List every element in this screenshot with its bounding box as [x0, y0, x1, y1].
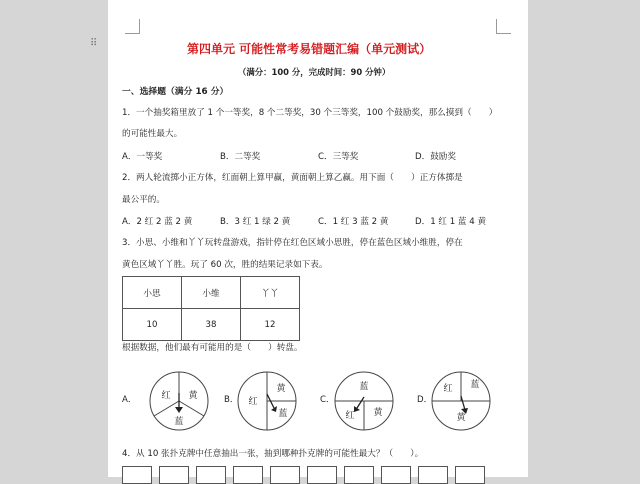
q3-text: 3．小思、小维和丫丫玩转盘游戏，指针停在红色区域小思胜，停在蓝色区域小维胜，停在	[122, 238, 463, 248]
spinner-c	[333, 370, 395, 432]
spinner-a-label: 蓝	[174, 417, 184, 427]
table-cell: 10	[123, 309, 182, 341]
playing-card	[270, 466, 300, 484]
q2-option-a: A．2 红 2 蓝 2 黄	[122, 217, 193, 227]
section-heading: 一、选择题（满分 16 分）	[122, 87, 229, 97]
table-row	[123, 309, 300, 341]
spinner-d	[430, 370, 492, 432]
playing-card	[159, 466, 189, 484]
spinner-d-label: 蓝	[470, 380, 480, 390]
document-page	[90, 0, 528, 477]
q3-option-c-label: C．	[320, 395, 335, 405]
document-title: 第四单元 可能性常考易错题汇编（单元测试）	[187, 42, 432, 56]
spinner-c-label: 红	[345, 411, 355, 421]
q4-text: 4．从 10 张扑克牌中任意抽出一张，抽到哪种扑克牌的可能性最大？（ ）。	[122, 449, 424, 459]
q2-option-d: D．1 红 1 蓝 4 黄	[415, 217, 487, 227]
table-cell: 38	[182, 309, 241, 341]
results-table	[122, 276, 300, 341]
playing-card	[418, 466, 448, 484]
q3-option-a-label: A．	[122, 395, 137, 405]
q2-option-b: B．3 红 1 绿 2 黄	[220, 217, 291, 227]
q1-option-d: D．鼓励奖	[415, 152, 456, 162]
table-header-cell: 丫丫	[241, 277, 300, 309]
spinner-a-label: 红	[161, 391, 171, 401]
spinner-d-label: 红	[443, 384, 453, 394]
table-header-cell: 小维	[182, 277, 241, 309]
playing-card	[455, 466, 485, 484]
q3-prompt: 根据数据，他们最有可能用的是（ ）转盘。	[122, 343, 303, 353]
q2-text-cont: 最公平的。	[122, 195, 165, 205]
page-corner-mark-top-left	[125, 19, 140, 34]
playing-card	[344, 466, 374, 484]
q2-option-c: C．1 红 3 蓝 2 黄	[318, 217, 389, 227]
table-header-cell: 小思	[123, 277, 182, 309]
spinner-b	[236, 370, 298, 432]
playing-card	[233, 466, 263, 484]
document-subtitle: （满分：100 分，完成时间：90 分钟）	[238, 67, 391, 77]
q1-text: 1．一个抽奖箱里放了 1 个一等奖，8 个二等奖，30 个三等奖，100 个鼓励奖，那么摸到（ ）	[122, 108, 498, 118]
table-cell: 12	[241, 309, 300, 341]
table-row	[123, 277, 300, 309]
q1-option-c: C．三等奖	[318, 152, 359, 162]
spinner-a-label: 黄	[188, 391, 198, 401]
spinner-b-label: 红	[248, 397, 258, 407]
q3-option-b-label: B．	[224, 395, 239, 405]
q1-text-cont: 的可能性最大。	[122, 129, 183, 139]
page-corner-mark-top-right	[496, 19, 511, 34]
q1-option-b: B．二等奖	[220, 152, 261, 162]
drag-handle-icon[interactable]: ⠿	[90, 38, 99, 49]
spinner-c-label: 黄	[373, 408, 383, 418]
q2-text: 2．两人轮流掷小正方体，红面朝上算甲赢，黄面朝上算乙赢。用下面（ ）正方体掷是	[122, 173, 463, 183]
playing-card	[122, 466, 152, 484]
spinner-a	[148, 370, 210, 432]
playing-card	[196, 466, 226, 484]
spinner-b-label: 蓝	[278, 409, 288, 419]
playing-card	[307, 466, 337, 484]
q3-option-d-label: D．	[417, 395, 433, 405]
playing-card	[381, 466, 411, 484]
spinner-b-label: 黄	[276, 384, 286, 394]
spinner-c-label: 蓝	[359, 382, 369, 392]
q3-text-cont: 黄色区域丫丫胜。玩了 60 次，胜的结果记录如下表。	[122, 260, 328, 270]
spinner-d-label: 黄	[456, 413, 466, 423]
q1-option-a: A．一等奖	[122, 152, 163, 162]
